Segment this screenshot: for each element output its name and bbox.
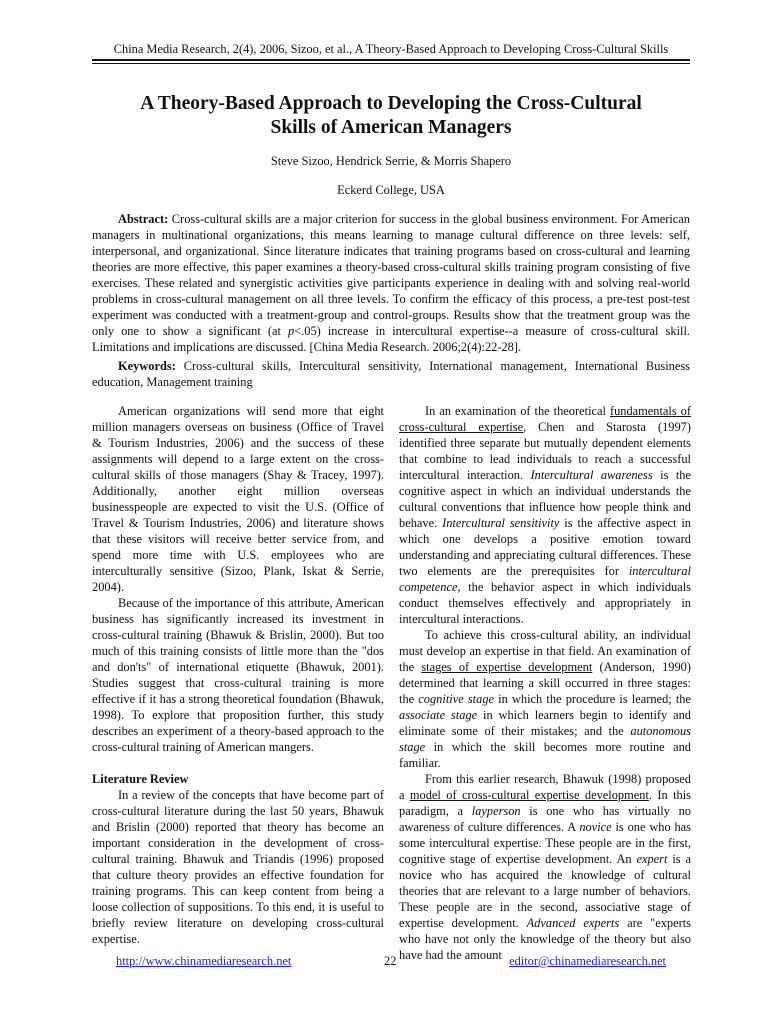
rp3-i3: expert: [636, 852, 668, 866]
rp2-underline: stages of expertise development: [421, 660, 593, 674]
rp3-t5: is a novice who has acquired the knowledge of cultural theories that are relevant to a large number of behaviors. These people are in the second, associative stage of expertise development.: [399, 852, 691, 930]
rp3-t1: From this earlier research, Bhawuk (1998) proposed a: [399, 772, 691, 802]
rp2-t3: in which the procedure is learned; the: [494, 692, 691, 706]
right-paragraph-3: [399, 771, 691, 963]
rp2-t2: (Anderson, 1990) determined that learning a skill occurred in three stages: the: [399, 660, 691, 706]
abstract-p-italic: p: [288, 324, 295, 338]
rp2-i1: cognitive stage: [418, 692, 495, 706]
rp3-underline: model of cross-cultural expertise development: [409, 788, 649, 802]
rp3-i1: layperson: [471, 804, 521, 818]
authors: Steve Sizoo, Hendrick Serrie, & Morris Shapero: [270, 154, 512, 168]
rp1-i2: Intercultural sensitivity: [442, 516, 560, 530]
rp3-t6: are "experts who have not only the knowledge of the theory but also have had the amount: [399, 916, 691, 962]
rp3-t4: is one who has some intercultural expertise. These people are in the first, cognitive stage of expertise development. An: [399, 820, 692, 866]
right-paragraph-1: [399, 403, 691, 627]
abstract-text-a: Cross-cultural skills are a major criterion for success in the global business environment. For American managers in multinational organizations, this means learning to manage cultural difference on three levels: self, interpersonal, and organizational. Since literature indicates that training programs based on cross-cultural and learning theories are more effective, this paper examines a theory-based cross-cultural skills training program consisting of five exercises. These related and synergistic activities give participants experience in dealing with and solving real-world problems in cross-cultural management on all three levels. To confirm the efficacy of this process, a pre-test post-test experiment was conducted with a treatment-group and control-groups. Results show that the treatment group was the only one to show a significant (at: [92, 212, 690, 338]
rp1-t2: , Chen and Starosta (1997) identified three separate but mutually dependent elements that combine to lead individuals to reach a successful intercultural interaction.: [399, 420, 691, 482]
rp2-t1: To achieve this cross-cultural ability, an individual must develop an expertise in that field. An examination of the: [399, 628, 691, 674]
rp2-i3: autonomous stage: [399, 724, 691, 754]
title-line-1: A Theory-Based Approach to Developing the Cross-Cultural: [140, 93, 642, 114]
rp1-underline: fundamentals of cross-cultural expertise: [399, 404, 691, 434]
left-column: [92, 403, 384, 947]
keywords: [92, 358, 690, 390]
abstract: [92, 211, 690, 355]
rp3-i4: Advanced experts: [526, 916, 620, 930]
rp2-t4: in which learners begin to identify and eliminate some of their mistakes; and the: [399, 708, 691, 738]
running-head: China Media Research, 2(4), 2006, Sizoo, et al., A Theory-Based Approach to Developing Cross-Cultural Skills: [113, 42, 669, 56]
rp2-i2: associate stage: [399, 708, 478, 722]
rp3-t3: is one who has virtually no awareness of culture differences. A: [399, 804, 691, 834]
rp3-t2: . In this paradigm, a: [399, 788, 691, 818]
right-paragraph-2: [399, 627, 691, 771]
rp1-t5: , the behavior aspect in which individuals conduct themselves effectively and appropriately in intercultural interactions.: [399, 580, 691, 626]
page-footer: [92, 953, 690, 969]
left-paragraph-2: Because of the importance of this attribute, American business has significantly increased its investment in cross-cultural training (Bhawuk & Brislin, 2000). But too much of this training consists of little more than the "dos and don'ts" of international etiquette (Bhawuk, 2001). Studies suggest that cross-cultural training is more effective if it has a strong theoretical foundation (Bhawuk, 1998). To explore that proposition further, this study describes an experiment of a theory-based approach to the cross-cultural training of American mangers.: [92, 596, 384, 754]
rp3-i2: novice: [579, 820, 612, 834]
rp1-i1: Intercultural awareness: [530, 468, 653, 482]
keywords-label: Keywords:: [118, 359, 176, 373]
rp1-t1: In an examination of the theoretical: [425, 404, 610, 418]
abstract-text-b: <.05) increase in intercultural expertise--a measure of cross-cultural skill. Limitations and implications are discussed. [China Media Research. 2006;2(4):22-28].: [92, 324, 690, 354]
page-number: 22: [384, 954, 397, 968]
paper-title: [92, 92, 690, 140]
section-heading: Literature Review: [92, 772, 189, 786]
title-line-2: Skills of American Managers: [270, 117, 512, 138]
rp1-t4: is the affective aspect in which one develops a positive emotion toward understanding and appreciating cultural differences. These two elements are the prerequisites for: [399, 516, 692, 578]
website-link[interactable]: http://www.chinamediaresearch.net: [116, 954, 292, 968]
keywords-text: Cross-cultural skills, Intercultural sensitivity, International management, International Business education, Management training: [92, 359, 690, 389]
header-rule-thick: [92, 59, 690, 61]
rp1-i3: intercultural competence: [399, 564, 691, 594]
left-paragraph-1: American organizations will send more that eight million managers overseas on business (Office of Travel & Tourism Industries, 2006) and the success of these assignments will depend to a large extent on the cross-cultural skills of those managers (Shay & Tracey, 1997). Additionally, another eight million overseas businesspeople are expected to visit the U.S. (Office of Travel & Tourism Industries, 2006) and literature shows that these visitors will receive better service from, and spend more time with U.S. employees who are interculturally sensitive (Sizoo, Plank, Iskat & Serrie, 2004).: [92, 404, 384, 594]
rp2-t5: in which the skill becomes more routine and familiar.: [399, 740, 691, 770]
editor-email-link[interactable]: editor@chinamediaresearch.net: [509, 954, 666, 968]
left-paragraph-3: In a review of the concepts that have become part of cross-cultural literature during the last 50 years, Bhawuk and Brislin (2000) reported that theory has become an important consideration in the development of cross-cultural training. Bhawuk and Triandis (1996) proposed that culture theory provides an effective foundation for training programs. This can keep content from being a loose collection of suppositions. To this end, it is useful to briefly review literature on developing cross-cultural expertise.: [92, 788, 384, 946]
header-rule-thin: [92, 63, 690, 64]
affiliation: Eckerd College, USA: [337, 183, 445, 197]
abstract-label: Abstract:: [118, 212, 169, 226]
rp1-t3: is the cognitive aspect in which an individual understands the cultural conventions that influence how people think and behave.: [399, 468, 691, 530]
right-column: [399, 403, 691, 963]
